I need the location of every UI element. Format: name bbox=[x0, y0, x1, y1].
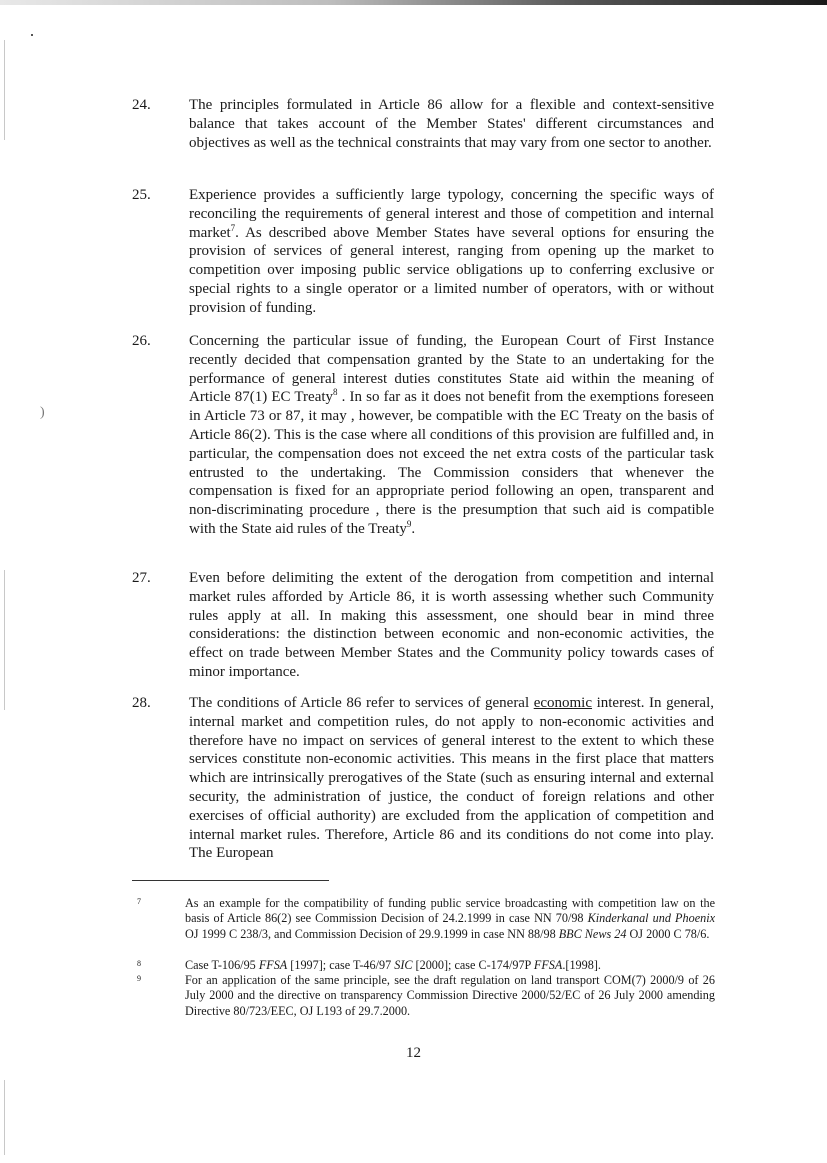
footnote-separator bbox=[132, 880, 329, 881]
footnote-reference[interactable]: 9 bbox=[406, 518, 412, 529]
underlined-term: economic bbox=[533, 695, 593, 711]
footnote-text: For an application of the same principle, see the draft regulation on land transport COM(7) 2000/9 of 26 July 2000 and the directive on transparency Commission Directive 2000/52/EC of 26 July 2000 amending Directive 80/723/EEC, OJ L193 of 29.7.2000. bbox=[185, 973, 715, 1018]
paragraph-text: Experience provides a sufficiently large typology, concerning the specific ways of reconciling the requirements of general interest and those of competition and internal market$^7$. As described above Member States have several options for ensuring the provision of services of general interest, ranging from opening up the market to competition over imposing public service obligations up to conferring exclusive or special rights to a single operator or a limited number of operators, with or without provision of funding. bbox=[189, 187, 714, 316]
paragraph-text: The conditions of Article 86 refer to services of general economic interest. In general, internal market and competition rules, do not apply to non-economic activities and therefore have no impact on services of general interest to the extent to which these services constitute non-economic activities. This means in the first place that matters which are intrinsically prerogatives of the State (such as ensuring internal and external security, the administration of justice, the conduct of foreign relations and other exercises of official authority) are excluded from the application of competition and internal market rules. Therefore, Article 86 and its conditions do not come into play. The European bbox=[189, 695, 714, 862]
paragraph-number: 28. bbox=[132, 695, 151, 711]
paragraph-number: 27. bbox=[132, 570, 151, 586]
footnote-number: 8 bbox=[137, 959, 141, 968]
footnote-reference[interactable]: 7 bbox=[230, 222, 236, 233]
margin-mark: ) bbox=[40, 405, 45, 420]
scan-edge-left bbox=[4, 40, 5, 140]
paragraph-text: Concerning the particular issue of funding, the European Court of First Instance recently decided that compensation granted by the State to an undertaking for the performance of general interest duties constitutes State aid within the meaning of Article 87(1) EC Treaty$^8$ . In so far as it does not benefit from the exemptions foreseen in Article 73 or 87, it may , however, be compatible with the EC Treaty on the basis of Article 86(2). This is the case where all conditions of this provision are fulfilled and, in particular, the compensation does not exceed the net extra costs of the particular task entrusted to the undertaking. The Commission considers that whenever the compensation is fixed for an appropriate period following an open, transparent and non-discriminating procedure , there is the presumption that such aid is compatible with the State aid rules of the Treaty$^9$. bbox=[189, 333, 714, 537]
footnote-text: As an example for the compatibility of funding public service broadcasting with competition law on the basis of Article 86(2) see Commission Decision of 24.2.1999 in case NN 70/98 Kinderkanal und Phoenix OJ 1999 C 238/3, and Commission Decision of 29.9.1999 in case NN 88/98 BBC News 24 OJ 2000 C 78/6. bbox=[185, 896, 715, 941]
scan-edge-left bbox=[4, 570, 5, 710]
footnote-number: 9 bbox=[137, 974, 141, 983]
footnote-reference[interactable]: 8 bbox=[333, 387, 338, 398]
paragraph-number: 24. bbox=[132, 97, 151, 113]
page-number: 12 bbox=[406, 1045, 421, 1061]
paragraph-text: Even before delimiting the extent of the derogation from competition and internal market rules afforded by Article 86, it is worth assessing whether such Community rules apply at all. In making this assessment, one should bear in mind three considerations: the distinction between economic and non-economic activities, the effect on trade between Member States and the Community policy towards cases of minor importance. bbox=[189, 570, 714, 680]
paragraph-number: 25. bbox=[132, 187, 151, 203]
paragraph-text: The principles formulated in Article 86 allow for a flexible and context-sensitive balance that takes account of the Member States' different circumstances and objectives as well as the technical constraints that may vary from one sector to another. bbox=[189, 97, 714, 151]
scan-edge-left bbox=[4, 1080, 5, 1155]
paragraph-number: 26. bbox=[132, 333, 151, 349]
footnote-text: Case T-106/95 FFSA [1997]; case T-46/97 SIC [2000]; case C-174/97P FFSA.[1998]. bbox=[185, 958, 601, 972]
scan-edge-top bbox=[0, 0, 827, 5]
footnote-number: 7 bbox=[137, 897, 141, 906]
scan-speck bbox=[31, 34, 33, 36]
